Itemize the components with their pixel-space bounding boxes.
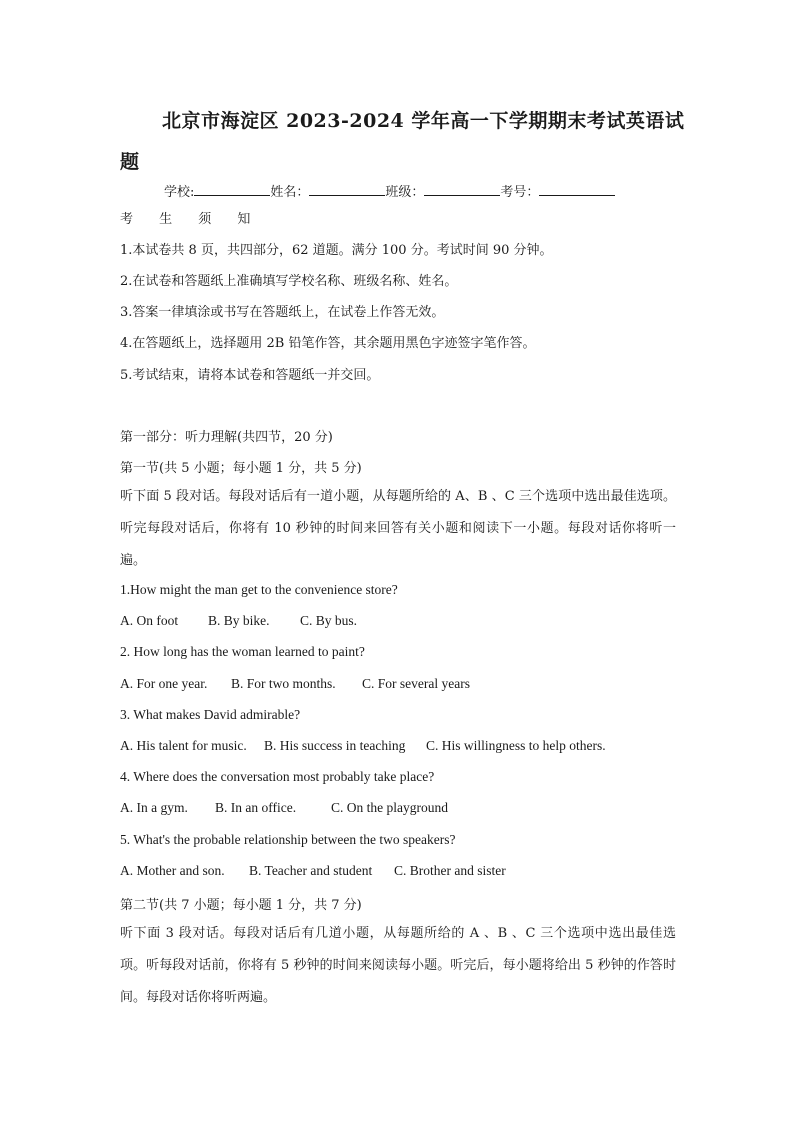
section1-heading: 第一节(共 5 小题；每小题 1 分，共 5 分) bbox=[120, 461, 362, 476]
option-c: C. On the playground bbox=[331, 800, 448, 815]
section2-instruction: 听下面 3 段对话。每段对话后有几道小题，从每题所给的 A 、B 、C 三个选项中选出最佳选 项。听每段对话前，你将有 5 秒钟的时间来阅读每小题。听完后，每小题将给出 5 秒钟的作答时 间。每段对话你将听两遍。 bbox=[120, 926, 676, 1005]
question-5-options bbox=[120, 863, 506, 879]
exam-title-line2: 题 bbox=[120, 151, 140, 173]
part1-heading: 第一部分：听力理解(共四节，20 分) bbox=[120, 430, 333, 445]
school-label: 学校: bbox=[164, 185, 195, 200]
option-b: B. His success in teaching bbox=[264, 738, 406, 753]
option-a: A. In a gym. bbox=[120, 800, 188, 815]
exam-no-label: 考号： bbox=[500, 185, 540, 200]
option-c: C. His willingness to help others. bbox=[426, 738, 606, 753]
question-3: 3. What makes David admirable? bbox=[120, 707, 301, 722]
option-c: C. By bus. bbox=[300, 613, 358, 628]
section2-heading: 第二节(共 7 小题；每小题 1 分，共 7 分) bbox=[120, 898, 362, 913]
option-a: A. For one year. bbox=[120, 676, 208, 691]
notice-heading: 考 生 须 知 bbox=[120, 212, 262, 227]
option-a: A. On foot bbox=[120, 613, 179, 628]
question-2-options bbox=[120, 676, 470, 692]
option-a: A. His talent for music. bbox=[120, 738, 247, 753]
question-4-options bbox=[120, 800, 448, 816]
class-blank[interactable] bbox=[424, 183, 500, 196]
option-b: B. In an office. bbox=[215, 800, 297, 815]
notice-item: 5.考试结束，请将本试卷和答题纸一并交回。 bbox=[120, 368, 380, 383]
question-4: 4. Where does the conversation most probably take place? bbox=[120, 769, 435, 784]
student-info-fields bbox=[164, 181, 615, 200]
question-5: 5. What's the probable relationship between the two speakers? bbox=[120, 832, 456, 847]
name-label: 姓名： bbox=[270, 185, 310, 200]
question-1-options bbox=[120, 613, 357, 629]
school-blank[interactable] bbox=[194, 183, 270, 196]
section1-instruction: 听下面 5 段对话。每段对话后有一道小题，从每题所给的 A、B 、C 三个选项中选出最佳选项。 听完每段对话后，你将有 10 秒钟的时间来回答有关小题和阅读下一小题。每段对话你将听一遍。 bbox=[120, 489, 676, 568]
class-label: 班级： bbox=[385, 185, 425, 200]
notice-item: 1.本试卷共 8 页，共四部分，62 道题。满分 100 分。考试时间 90 分钟。 bbox=[120, 243, 553, 258]
exam-no-blank[interactable] bbox=[539, 183, 615, 196]
question-2: 2. How long has the woman learned to paint? bbox=[120, 644, 365, 659]
notice-item: 4.在答题纸上，选择题用 2B 铅笔作答，其余题用黑色字迹签字笔作答。 bbox=[120, 336, 536, 351]
question-3-options bbox=[120, 738, 606, 754]
option-b: B. For two months. bbox=[231, 676, 336, 691]
option-c: C. For several years bbox=[362, 676, 470, 691]
exam-title-line1: 北京市海淀区 2023-2024 学年高一下学期期末考试英语试 bbox=[162, 110, 685, 132]
option-a: A. Mother and son. bbox=[120, 863, 225, 878]
name-blank[interactable] bbox=[309, 183, 385, 196]
notice-item: 3.答案一律填涂或书写在答题纸上，在试卷上作答无效。 bbox=[120, 305, 445, 320]
option-b: B. Teacher and student bbox=[249, 863, 373, 878]
option-c: C. Brother and sister bbox=[394, 863, 506, 878]
question-1: 1.How might the man get to the convenience store? bbox=[120, 582, 398, 597]
option-b: B. By bike. bbox=[208, 613, 270, 628]
notice-item: 2.在试卷和答题纸上准确填写学校名称、班级名称、姓名。 bbox=[120, 274, 458, 289]
